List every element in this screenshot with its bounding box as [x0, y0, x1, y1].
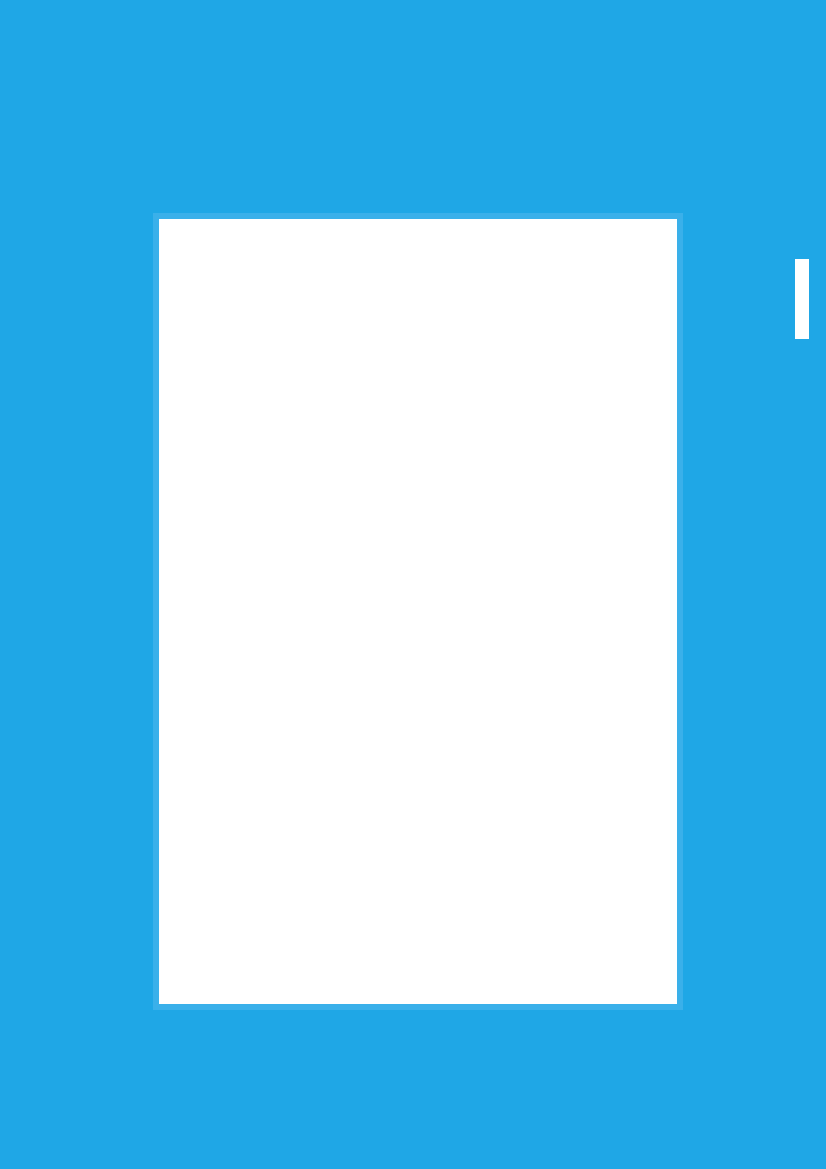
side-tab [795, 259, 809, 339]
page-title [20, 4, 810, 76]
sentence-panel [153, 213, 683, 1010]
